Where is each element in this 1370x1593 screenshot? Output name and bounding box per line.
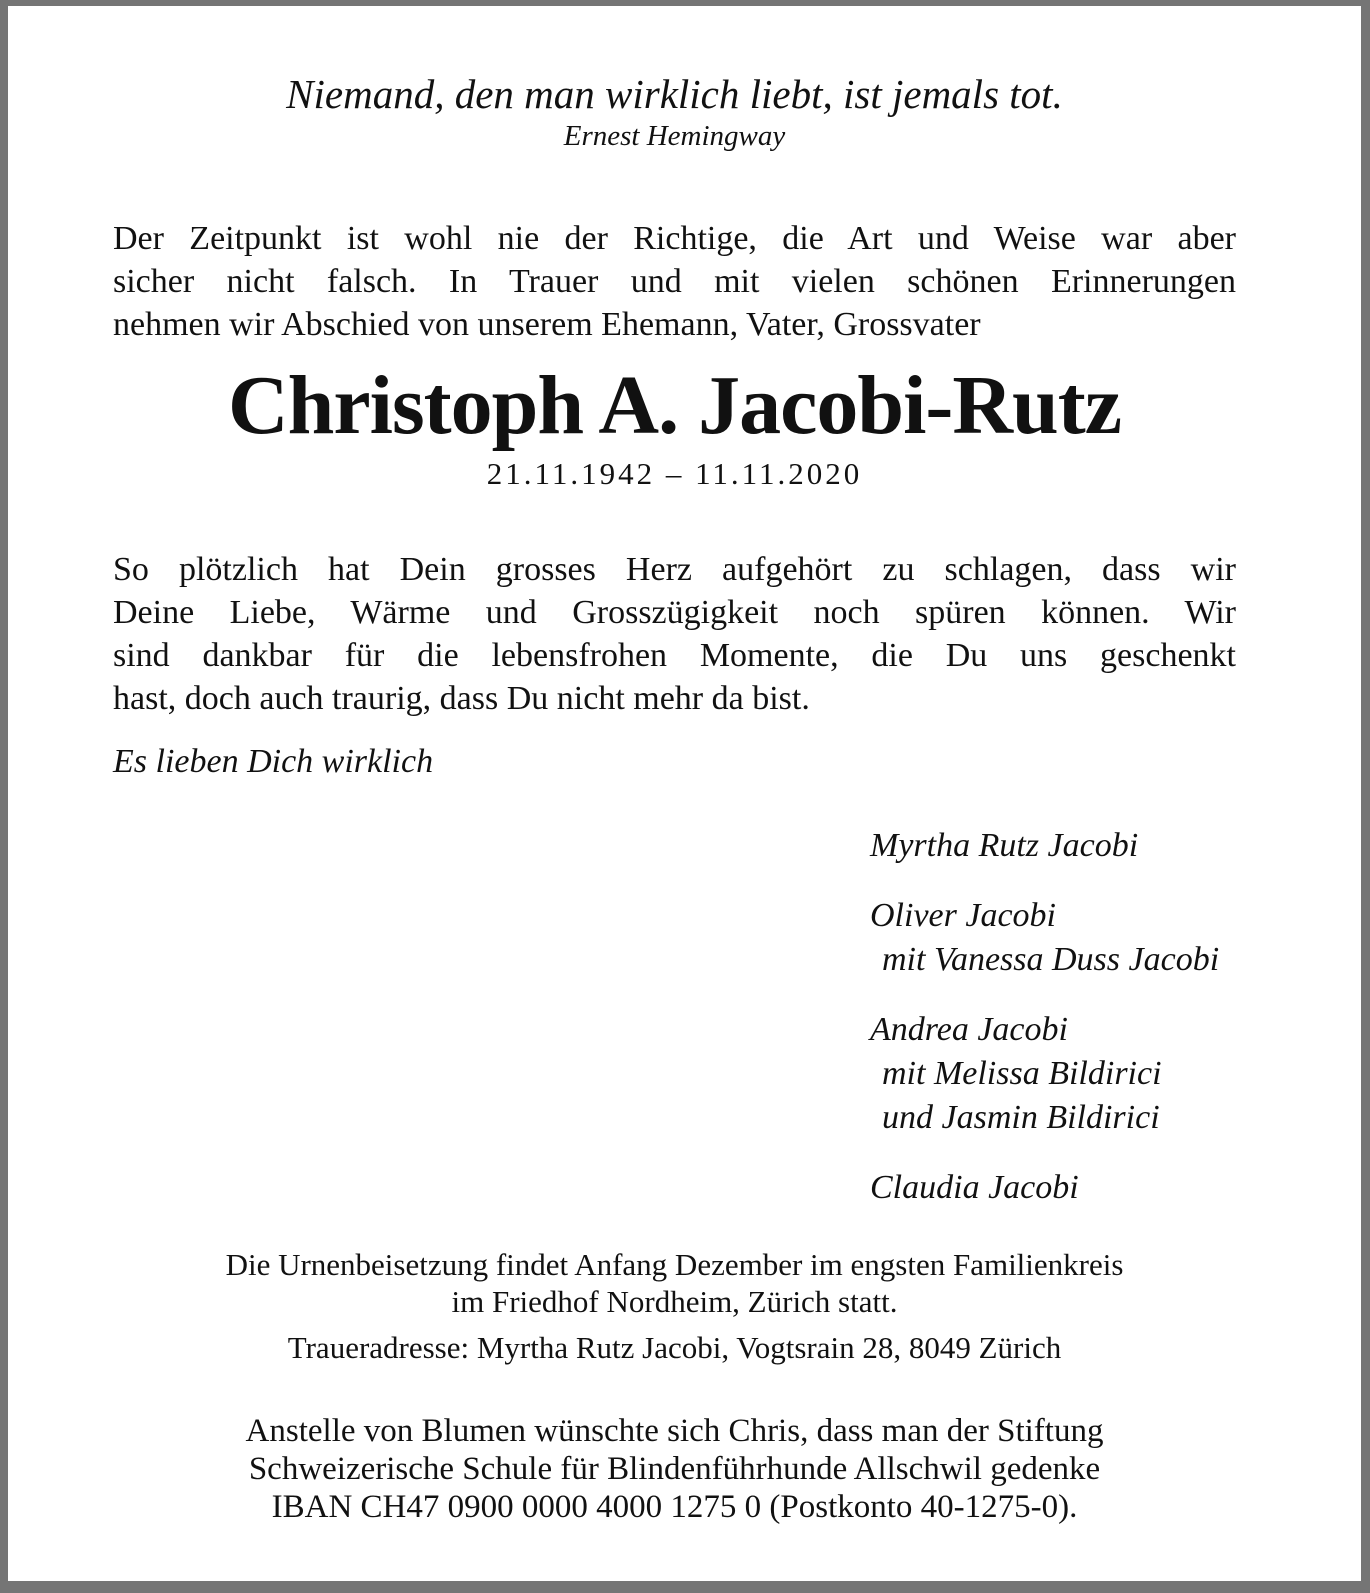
deceased-name: Christoph A. Jacobi-Rutz bbox=[227, 359, 1122, 453]
life-dates: 21.11.1942 – 11.11.2020 bbox=[486, 456, 863, 492]
body-paragraph bbox=[113, 548, 1236, 720]
intro-line: nehmen wir Abschied von unserem Ehemann, Vater, Grossvater bbox=[113, 306, 981, 344]
intro-line: sicher nicht falsch. In Trauer und mit vielen schönen Erinnerungen bbox=[113, 263, 1236, 301]
mourner-group bbox=[870, 1166, 1236, 1210]
donation-line: IBAN CH47 0900 0000 4000 1275 0 (Postkonto 40-1275-0). bbox=[271, 1489, 1078, 1526]
intro-line: Der Zeitpunkt ist wohl nie der Richtige, die Art und Weise war aber bbox=[113, 220, 1236, 258]
donation-line: Schweizerische Schule für Blindenführhunde Allschwil gedenke bbox=[248, 1451, 1101, 1488]
mourner-name: Oliver Jacobi bbox=[870, 897, 1056, 935]
mourner-name: Claudia Jacobi bbox=[870, 1169, 1079, 1207]
body-line: So plötzlich hat Dein grosses Herz aufgehört zu schlagen, dass wir bbox=[113, 551, 1236, 589]
body-line: sind dankbar für die lebensfrohen Momente, die Du uns geschenkt bbox=[113, 637, 1236, 675]
intro-paragraph bbox=[113, 217, 1236, 346]
mourners-list bbox=[870, 824, 1236, 1210]
farewell-line: Es lieben Dich wirklich bbox=[113, 743, 434, 781]
mourner-name: Andrea Jacobi bbox=[870, 1011, 1068, 1049]
mourner-group bbox=[870, 1008, 1236, 1140]
epigraph-quote: Niemand, den man wirklich liebt, ist jemals tot. bbox=[286, 71, 1063, 117]
mourner-sub-name: mit Melissa Bildirici bbox=[882, 1055, 1162, 1093]
donation-info bbox=[113, 1412, 1236, 1526]
body-line: Deine Liebe, Wärme und Grosszügigkeit noch spüren können. Wir bbox=[113, 594, 1236, 632]
ceremony-info bbox=[113, 1246, 1236, 1320]
mourning-address: Traueradresse: Myrtha Rutz Jacobi, Vogtsrain 28, 8049 Zürich bbox=[287, 1330, 1062, 1366]
epigraph-attribution: Ernest Hemingway bbox=[563, 120, 786, 153]
ceremony-line: Die Urnenbeisetzung findet Anfang Dezember im engsten Familienkreis bbox=[225, 1247, 1124, 1283]
mourner-sub-name: mit Vanessa Duss Jacobi bbox=[882, 941, 1220, 979]
ceremony-line: im Friedhof Nordheim, Zürich statt. bbox=[451, 1284, 898, 1320]
body-line: hast, doch auch traurig, dass Du nicht mehr da bist. bbox=[113, 680, 810, 718]
obituary-content bbox=[8, 70, 1361, 1593]
mourner-sub-name: und Jasmin Bildirici bbox=[882, 1099, 1160, 1137]
mourner-name: Myrtha Rutz Jacobi bbox=[870, 827, 1139, 865]
mourner-group bbox=[870, 824, 1236, 868]
donation-line: Anstelle von Blumen wünschte sich Chris, dass man der Stiftung bbox=[245, 1413, 1104, 1450]
mourner-group bbox=[870, 894, 1236, 982]
